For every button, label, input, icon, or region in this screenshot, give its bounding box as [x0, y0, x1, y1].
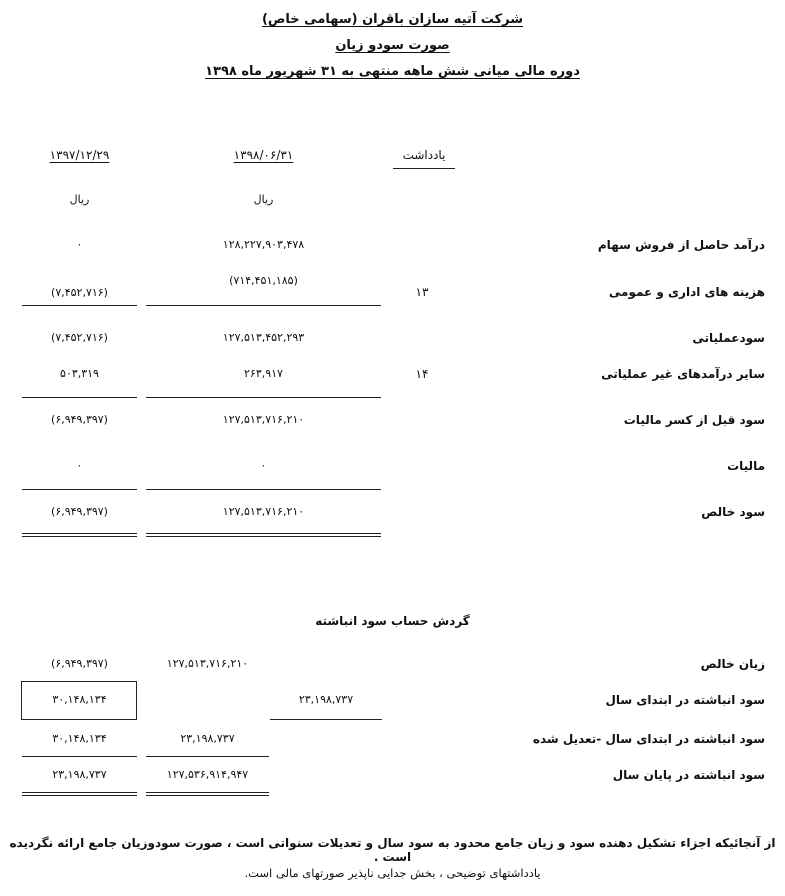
prior-value: ۵۰۳,۳۱۹ — [60, 367, 99, 380]
current-value: ۱۲۷,۵۳۶,۹۱۴,۹۴۷ — [166, 768, 249, 781]
prior-value: (۶,۹۴۹,۳۹۷) — [51, 657, 108, 670]
current-value: ۱۲۷,۵۱۳,۷۱۶,۲۱۰ — [166, 657, 249, 670]
note-number: ۱۳ — [415, 285, 429, 299]
row-label: مالیات — [727, 459, 765, 473]
row-label: سود انباشته در پایان سال — [612, 768, 765, 782]
subtotal-rule — [146, 397, 381, 398]
subtotal-rule — [146, 756, 269, 757]
prior-value: ۳۰,۱۴۸,۱۳۴ — [52, 693, 107, 706]
total-double-rule — [146, 533, 381, 537]
current-value: ۱۲۷,۵۱۳,۴۵۲,۲۹۳ — [222, 331, 305, 344]
subtotal-rule — [22, 397, 137, 398]
note-number: ۱۴ — [415, 367, 429, 381]
row-label: سودعملیاتی — [692, 331, 765, 345]
prior-value: ۲۳,۱۹۸,۷۳۷ — [52, 768, 107, 781]
current-value: ۱۲۸,۲۲۷,۹۰۳,۴۷۸ — [222, 238, 305, 251]
prior-value: ۰ — [76, 238, 83, 251]
current-value: ۲۳,۱۹۸,۷۳۷ — [180, 732, 235, 745]
row-label: سایر درآمدهای غیر عملیاتی — [601, 367, 765, 381]
row-label: سود قبل از کسر مالیات — [623, 413, 765, 427]
disclaimer-text: از آنجائیکه اجزاء تشکیل دهنده سود و زیان جامع محدود به سود سال و تعدیلات سنواتی است ، صورت سودوزیان جامع ارائه نگردیده است . — [9, 836, 776, 864]
prior-value: (۷,۴۵۲,۷۱۶) — [51, 286, 108, 299]
prior-value: (۶,۹۴۹,۳۹۷) — [51, 505, 108, 518]
total-double-rule — [22, 533, 137, 537]
subtotal-rule — [22, 756, 137, 757]
retained-earnings-title: گردش حساب سود انباشته — [315, 614, 470, 628]
row-label: سود انباشته در ابتدای سال -تعدیل شده — [532, 732, 765, 746]
company-title: شرکت آتیه سازان باقران (سهامی خاص) — [261, 12, 524, 27]
prior-value: ۰ — [76, 459, 83, 472]
row-label: زیان خالص — [700, 657, 765, 671]
notes-statement: یادداشتهای توضیحی ، بخش جدایی ناپذیر صورتهای مالی است. — [244, 866, 541, 880]
subtotal-rule — [146, 305, 381, 306]
current-value: ۲۶۳,۹۱۷ — [244, 367, 283, 380]
note-header-underline — [393, 168, 455, 169]
current-value: ۱۲۷,۵۱۳,۷۱۶,۲۱۰ — [222, 413, 305, 426]
total-double-rule — [146, 792, 269, 796]
row-label: سود خالص — [701, 505, 765, 519]
opening-balance-value: ۲۳,۱۹۸,۷۳۷ — [298, 693, 354, 706]
note-header: یادداشت — [402, 148, 446, 162]
current-value: ۱۲۷,۵۱۳,۷۱۶,۲۱۰ — [222, 505, 305, 518]
prior-value: (۷,۴۵۲,۷۱۶) — [51, 331, 108, 344]
current-value: (۷۱۴,۴۵۱,۱۸۵) — [229, 274, 298, 287]
subtotal-rule — [146, 489, 381, 490]
row-label: هزینه های اداری و عمومی — [608, 285, 765, 299]
row-label: سود انباشته در ابتدای سال — [605, 693, 765, 707]
current-value: ۰ — [260, 459, 267, 472]
subtotal-rule — [22, 305, 137, 306]
prior-value: (۶,۹۴۹,۳۹۷) — [51, 413, 108, 426]
prior-unit: ریال — [69, 193, 90, 206]
period-title: دوره مالی میانی شش ماهه منتهی به ۳۱ شهریور ماه ۱۳۹۸ — [205, 64, 580, 79]
statement-title: صورت سودو زیان — [335, 38, 450, 53]
prior-date-header: ۱۳۹۷/۱۲/۲۹ — [49, 148, 110, 162]
current-unit: ریال — [253, 193, 274, 206]
total-double-rule — [22, 792, 137, 796]
subtotal-rule — [22, 489, 137, 490]
subtotal-rule — [270, 719, 382, 720]
current-date-header: ۱۳۹۸/۰۶/۳۱ — [233, 148, 294, 162]
row-label: درآمد حاصل از فروش سهام — [597, 238, 765, 252]
prior-value: ۳۰,۱۴۸,۱۳۴ — [52, 732, 107, 745]
